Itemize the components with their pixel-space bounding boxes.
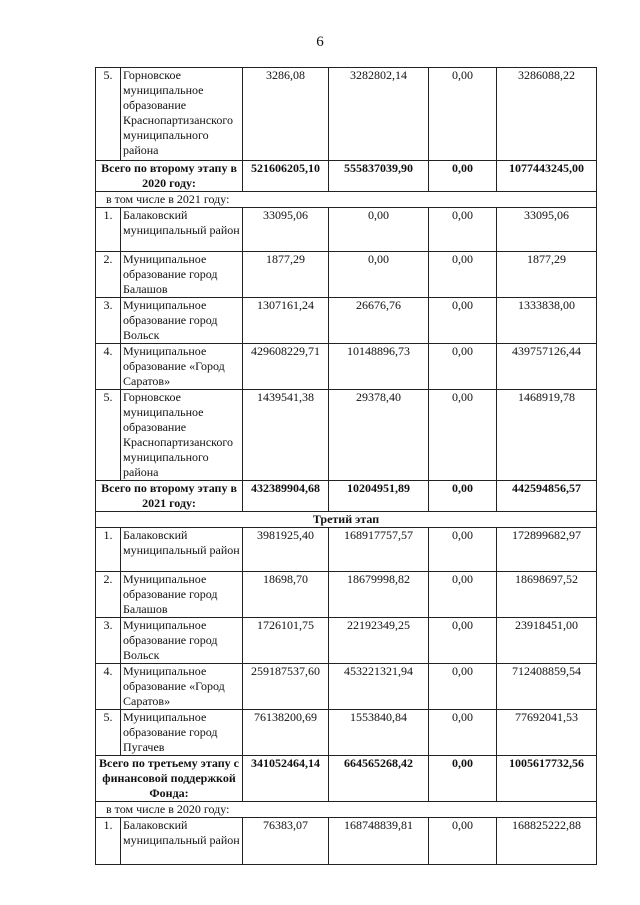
total-value-cell: 1077443245,00	[497, 161, 597, 192]
row-number: 2.	[96, 252, 121, 298]
value-cell: 0,00	[329, 208, 429, 252]
municipality-name: Муниципальное образование город Балашов	[121, 252, 243, 298]
value-cell: 341052464,14	[243, 756, 329, 802]
municipality-name: Балаковский муниципальный район	[121, 818, 243, 865]
value-cell: 22192349,25	[329, 618, 429, 664]
total-value-cell: 712408859,54	[497, 664, 597, 710]
value-cell: 1307161,24	[243, 298, 329, 344]
total-value-cell: 77692041,53	[497, 710, 597, 756]
subheader-row	[96, 192, 597, 208]
municipality-name: Муниципальное образование город Балашов	[121, 572, 243, 618]
total-label: Всего по второму этапу в 2020 году:	[96, 161, 243, 192]
value-cell: 18679998,82	[329, 572, 429, 618]
value-cell: 0,00	[429, 664, 497, 710]
municipality-name: Муниципальное образование «Город Саратов»	[121, 344, 243, 390]
value-cell: 3286,08	[243, 68, 329, 161]
value-cell: 453221321,94	[329, 664, 429, 710]
value-cell: 1439541,38	[243, 390, 329, 481]
row-number: 2.	[96, 572, 121, 618]
value-cell: 168748839,81	[329, 818, 429, 865]
subheader-label: в том числе в 2021 году:	[96, 192, 597, 208]
table-row	[96, 344, 597, 390]
value-cell: 429608229,71	[243, 344, 329, 390]
value-cell: 0,00	[329, 252, 429, 298]
value-cell: 3981925,40	[243, 528, 329, 572]
table-row	[96, 818, 597, 865]
table-row	[96, 68, 597, 161]
municipality-name: Муниципальное образование город Вольск	[121, 618, 243, 664]
row-number: 1.	[96, 208, 121, 252]
row-number: 5.	[96, 710, 121, 756]
value-cell: 555837039,90	[329, 161, 429, 192]
total-value-cell: 439757126,44	[497, 344, 597, 390]
value-cell: 0,00	[429, 208, 497, 252]
table-row	[96, 208, 597, 252]
value-cell: 0,00	[429, 161, 497, 192]
stage-row	[96, 512, 597, 528]
total-row	[96, 481, 597, 512]
value-cell: 0,00	[429, 618, 497, 664]
table-row	[96, 618, 597, 664]
total-row	[96, 161, 597, 192]
row-number: 1.	[96, 528, 121, 572]
total-label: Всего по третьему этапу с финансовой поддержкой Фонда:	[96, 756, 243, 802]
value-cell: 1877,29	[243, 252, 329, 298]
value-cell: 3282802,14	[329, 68, 429, 161]
total-value-cell: 442594856,57	[497, 481, 597, 512]
table-row	[96, 528, 597, 572]
value-cell: 76138200,69	[243, 710, 329, 756]
value-cell: 664565268,42	[329, 756, 429, 802]
municipality-name: Муниципальное образование «Город Саратов»	[121, 664, 243, 710]
value-cell: 0,00	[429, 390, 497, 481]
total-label: Всего по второму этапу в 2021 году:	[96, 481, 243, 512]
table-row	[96, 710, 597, 756]
value-cell: 0,00	[429, 481, 497, 512]
total-value-cell: 172899682,97	[497, 528, 597, 572]
value-cell: 76383,07	[243, 818, 329, 865]
value-cell: 10148896,73	[329, 344, 429, 390]
value-cell: 168917757,57	[329, 528, 429, 572]
total-value-cell: 168825222,88	[497, 818, 597, 865]
value-cell: 0,00	[429, 528, 497, 572]
table-row	[96, 664, 597, 710]
row-number: 4.	[96, 344, 121, 390]
municipality-name: Горновское муниципальное образование Краснопартизанского муниципального района	[121, 390, 243, 481]
total-value-cell: 23918451,00	[497, 618, 597, 664]
value-cell: 33095,06	[243, 208, 329, 252]
value-cell: 0,00	[429, 68, 497, 161]
subheader-label: в том числе в 2020 году:	[96, 802, 597, 818]
total-value-cell: 18698697,52	[497, 572, 597, 618]
subheader-row	[96, 802, 597, 818]
row-number: 4.	[96, 664, 121, 710]
value-cell: 18698,70	[243, 572, 329, 618]
row-number: 5.	[96, 68, 121, 161]
value-cell: 10204951,89	[329, 481, 429, 512]
municipality-name: Горновское муниципальное образование Краснопартизанского муниципального района	[121, 68, 243, 161]
value-cell: 26676,76	[329, 298, 429, 344]
value-cell: 521606205,10	[243, 161, 329, 192]
value-cell: 259187537,60	[243, 664, 329, 710]
total-row	[96, 756, 597, 802]
table-row	[96, 252, 597, 298]
total-value-cell: 1333838,00	[497, 298, 597, 344]
value-cell: 0,00	[429, 252, 497, 298]
table-row	[96, 390, 597, 481]
municipality-name: Муниципальное образование город Вольск	[121, 298, 243, 344]
municipality-name: Балаковский муниципальный район	[121, 528, 243, 572]
total-value-cell: 3286088,22	[497, 68, 597, 161]
row-number: 5.	[96, 390, 121, 481]
stage-label: Третий этап	[96, 512, 597, 528]
value-cell: 0,00	[429, 344, 497, 390]
municipality-name: Балаковский муниципальный район	[121, 208, 243, 252]
value-cell: 0,00	[429, 572, 497, 618]
value-cell: 0,00	[429, 818, 497, 865]
value-cell: 1553840,84	[329, 710, 429, 756]
table-row	[96, 298, 597, 344]
value-cell: 0,00	[429, 298, 497, 344]
total-value-cell: 1468919,78	[497, 390, 597, 481]
value-cell: 0,00	[429, 710, 497, 756]
row-number: 3.	[96, 618, 121, 664]
page-number: 6	[316, 34, 324, 50]
total-value-cell: 33095,06	[497, 208, 597, 252]
value-cell: 29378,40	[329, 390, 429, 481]
value-cell: 432389904,68	[243, 481, 329, 512]
funding-table	[95, 67, 597, 865]
total-value-cell: 1005617732,56	[497, 756, 597, 802]
row-number: 3.	[96, 298, 121, 344]
funding-table-body	[96, 68, 597, 865]
municipality-name: Муниципальное образование город Пугачев	[121, 710, 243, 756]
table-row	[96, 572, 597, 618]
total-value-cell: 1877,29	[497, 252, 597, 298]
value-cell: 0,00	[429, 756, 497, 802]
value-cell: 1726101,75	[243, 618, 329, 664]
row-number: 1.	[96, 818, 121, 865]
